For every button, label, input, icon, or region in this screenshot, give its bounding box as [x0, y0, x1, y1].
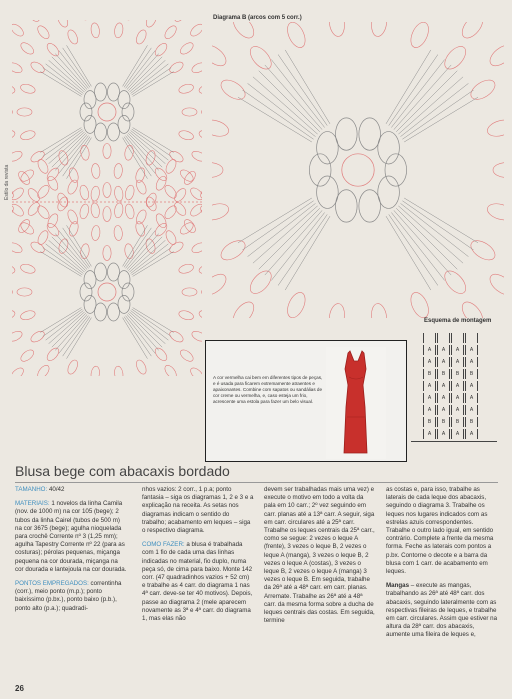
schema-cell: B [437, 369, 450, 379]
schema-cell: A [465, 345, 478, 355]
schema-cell: A [423, 381, 436, 391]
stitches-label: PONTOS EMPREGADOS: [15, 580, 89, 588]
size-label: TAMANHO: [15, 486, 48, 493]
text-column-4 [386, 486, 498, 646]
column4-paragraph-1: as costas e, para isso, trabalhe as laterais de cada leque dos abacaxis, seguindo o diagrama 3. Trabalhe os leques nos lugares indicados com as estrelas azuis correspondentes. Trabalhe o outro lado igual, em sentido contrário. Complete a frente da mesma forma. Feche as laterais com pontos a p.bx. Contorne o decote e a barra da blusa com 1 carr. de acabamento em leques. [386, 486, 494, 576]
photo-box [205, 340, 407, 462]
schema-cell: A [437, 381, 450, 391]
side-credit: Estilo da revista [4, 164, 10, 200]
schema-cell: B [451, 369, 464, 379]
schema-cell: B [423, 417, 436, 427]
schema-base-line [411, 441, 497, 442]
schema-cell: A [465, 429, 478, 439]
title-divider [15, 482, 498, 483]
schema-cell [465, 333, 478, 343]
article-title: Blusa bege com abacaxis bordado [15, 463, 230, 479]
schema-cell [423, 333, 436, 343]
crochet-diagram-left [12, 20, 202, 376]
diagram-title: Diagrama B (arcos com 5 corr.) [213, 15, 302, 21]
schema-cell: A [451, 345, 464, 355]
schema-cell: A [465, 357, 478, 367]
schema-cell: A [451, 429, 464, 439]
schema-cell: B [465, 369, 478, 379]
schema-cell: A [437, 393, 450, 403]
stitches-text: correntinha (corr.), meio ponto (m.p.); ponto baixíssimo (p.bx.), ponto baixo (p.b.), ponto alto (p.a.); quadradi- [15, 580, 122, 612]
text-column-1 [15, 486, 127, 619]
size-value: 40/42 [48, 486, 65, 493]
schema-cell: A [451, 393, 464, 403]
schema-cell: A [423, 345, 436, 355]
schema-cell: A [437, 405, 450, 415]
schema-cell: A [423, 429, 436, 439]
sleeves-label: Mangas [386, 582, 410, 590]
materials-label: MATERIAIS: [15, 500, 50, 508]
text-column-3 [264, 486, 376, 631]
column2-paragraph-2: a blusa é trabalhada com 1 fio de cada uma das linhas indicadas no material, fio duplo, numa peça só, de cima para baixo. Monte 142 corr. (47 quadradinhos vazios + 52 cm) e trabalhe as 4 carr. do diagrama 1 nas 4ª carr. deve-se ter 40 motivos). Depois, passe ao diagrama 2 (mele aparecem novamente as 3ª e 4ª carr. do diagrama 1, mas elas não [142, 541, 253, 623]
schema-cell: A [437, 345, 450, 355]
materials-text: 1 novelos da linha Camila (nov. de 1000 m) na cor 105 (bege); 2 tubos da linha Cairel (tubos de 500 m) na cor 3675 (bege); agulha nioquelada para crochê Corrente nº 3 (1,25 mm); agulha Tapestry Corrente nº 22 (para as costuras); pérolas pequenas, miçanga pequena na cor dourada, miçanga na cor dourada e lantejoula na cor dourada. [15, 500, 127, 573]
page-number: 26 [15, 684, 24, 693]
schema-cell: B [465, 417, 478, 427]
schema-cell: A [465, 393, 478, 403]
schema-cell: A [451, 357, 464, 367]
text-column-2 [142, 486, 254, 629]
howto-label: COMO FAZER: [142, 541, 185, 549]
column4-paragraph-2: – execute as mangas, trabalhando as 26ª até 48ª carr. dos abacaxis, seguindo lateralmente com as respectivas fileiras de leques, e trabalhe em carr. circulares. Assim que estiver na altura da 28ª carr. dos abacaxis, aumente uma fileira de leques e, [386, 582, 498, 639]
column2-paragraph-1: nhos vazios: 2 corr., 1 p.a; ponto fantasia – siga os diagramas 1, 2 e 3 e a explicação na receita. As setas nos diagramas indicam o sentido do trabalho; acabamento em leques – siga o respectivo diagrama. [142, 486, 254, 535]
schema-cell: B [423, 369, 436, 379]
column3-paragraph-1: devem ser trabalhadas mais uma vez) e execute o motivo em todo a volta da pala em 10 carr.; 2º vez seguindo em carr. planas até a 13ª carr. A seguir, siga em carr. circulares até a 25ª carr. Trabalhe os leques centrais da 25ª carr., como se segue: 2 vezes o leque A (frente), 3 vezes o leque B, 2 vezes o leque A (manga), 3 vezes o leque B, 2 vezes o leque A (costas), 3 vezes o leque B, 2 vezes o leque A (manga) 3 vezes o leque B. Em seguida, trabalhe da 26ª até a 48ª carr. em carr. planas. Arremate. Trabalhe as 26ª até a 48ª carr. da mesma forma sobre a ducha de leques centrais das costas. Em seguida, termine [264, 486, 375, 625]
schema-cell: A [437, 429, 450, 439]
schema-grid [411, 333, 497, 461]
schema-cell [437, 333, 450, 343]
schema-cell: A [423, 357, 436, 367]
schema-cell: B [437, 417, 450, 427]
red-dress-image [326, 347, 386, 459]
schema-cell [451, 333, 464, 343]
crochet-diagram-b [212, 22, 504, 318]
schema-cell: A [423, 405, 436, 415]
schema-title: Esquema de montagem [424, 318, 492, 324]
schema-cell: A [437, 357, 450, 367]
photo-caption: A cor vermelha cai bem em diferentes tipos de peças, e é usada para ficarem extremamente atraentes e apaixonantes. Combine com sapatos ou sandálias de cor creme ou vermelha, e, caso esteja um frio, acrescente uma estola para fazer um belo visual. [213, 375, 323, 404]
schema-cell: B [451, 417, 464, 427]
schema-cell: A [465, 405, 478, 415]
schema-cell: A [423, 393, 436, 403]
schema-cell: A [451, 381, 464, 391]
schema-cell: A [451, 405, 464, 415]
schema-cell: A [465, 381, 478, 391]
